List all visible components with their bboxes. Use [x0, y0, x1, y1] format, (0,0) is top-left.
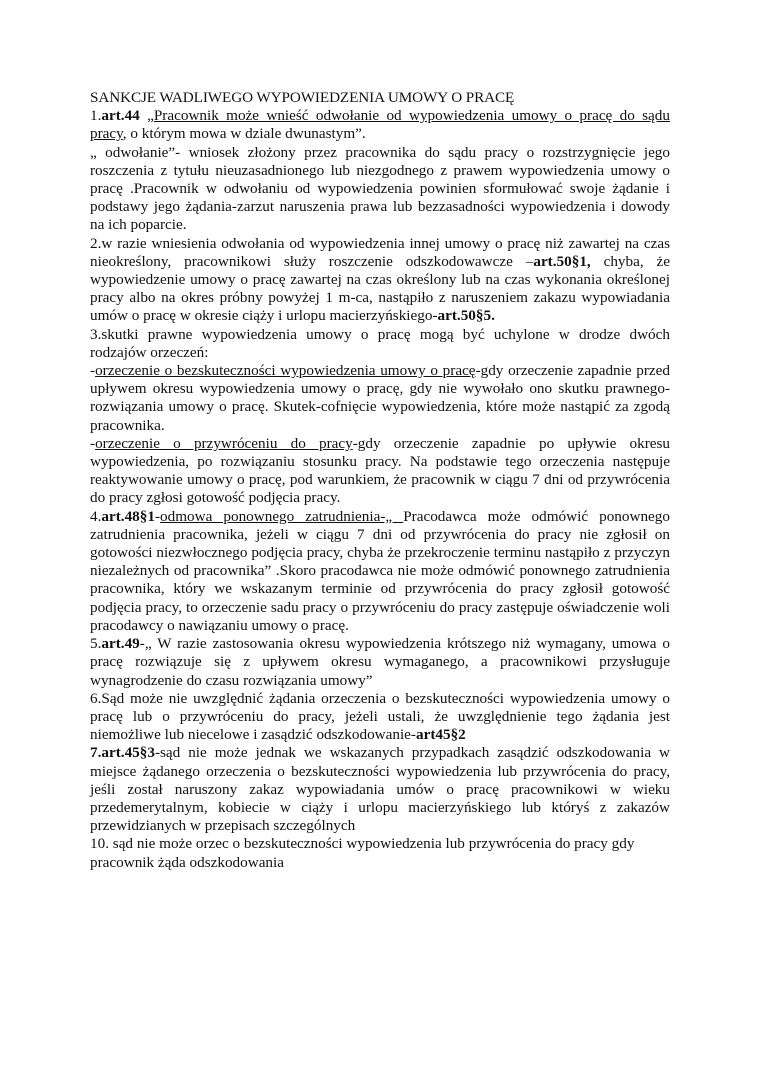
- paragraph-1-number: 1.: [90, 107, 102, 125]
- paragraph-4-text: Pracodawca może odmówić ponownego zatrudnienia pracownika, jeżeli w ciągu 7 dni od przywrócenia do pracy nie zgłosił on gotowości niezwłocznego podjęcia pracy, chyba że przekroczenie terminu nastąpiło z przyczyn niezależnych od pracownika” .Skoro pracodawca nie może odmówić ponownego zatrudnienia pracownika, który we wskazanym terminie od przywrócenia do pracy zgłosił gotowość podjęcia pracy, to orzeczenie sadu pracy o przywróceniu do pracy zastępuje oświadczenie woli pracodawcy o nawiązaniu umowy o pracę.: [90, 507, 670, 634]
- paragraph-7-article: 7.art.45§3: [90, 744, 155, 762]
- document-title: SANKCJE WADLIWEGO WYPOWIEDZENIA UMOWY O PRACĘ: [90, 89, 515, 106]
- paragraph-7: [90, 744, 670, 835]
- paragraph-10: 10. sąd nie może orzec o bezskuteczności wypowiedzenia lub przywrócenia do pracy gdy pracownik żąda odszkodowania: [90, 835, 635, 871]
- paragraph-4-dash: -: [154, 507, 161, 525]
- paragraph-2-article-2: art.50§5.: [437, 307, 495, 325]
- paragraph-3-item-b: [90, 435, 670, 508]
- paragraph-4-number: 4.: [90, 507, 102, 525]
- paragraph-6: [90, 690, 670, 745]
- paragraph-3-item-a: [90, 362, 670, 435]
- paragraph-3b-heading: orzeczenie o przywróceniu do pracy: [95, 434, 353, 452]
- paragraph-3b-dash: -: [90, 434, 96, 452]
- paragraph-3a-text: -gdy orzeczenie zapadnie przed upływem okresu wypowiedzenia umowy o pracę, gdy nie wywołało ono skutku prawnego-rozwiązania umowy o pracę. Skutek-cofnięcie wypowiedzenia, które może nastąpić za zgodą pracownika.: [90, 362, 670, 434]
- paragraph-6-text: 6.Sąd może nie uwzględnić żądania orzeczenia o bezskuteczności wypowiedzenia umowy o pracę lub o przywróceniu do pracy, jeżeli ustali, że uwzględnienie tego żądania jest niemożliwe lub niecelowe i zasądzić odszkodowanie-: [90, 689, 670, 744]
- paragraph-3a-heading: orzeczenie o bezskuteczności wypowiedzenia umowy o pracę: [95, 362, 476, 380]
- paragraph-1-tail: , o którym mowa w dziale dwunastym”.: [122, 125, 366, 143]
- paragraph-1-definition: „ odwołanie”- wniosek złożony przez pracownika do sądu pracy o rozstrzygnięcie jego roszczenia z tytułu nieuzasadnionego lub niezgodnego z prawem wypowiedzenia umowy o pracę .Pracownik w odwołaniu od wypowiedzenia powinien sformułować swoje żądanie i podstawy jego żądania-zarzut naruszenia prawa lub bezzasadności wypowiedzenia i dowody na ich poparcie.: [90, 143, 670, 234]
- paragraph-1-article: art.44: [101, 107, 140, 125]
- paragraph-3b-text: -gdy orzeczenie zapadnie po upływie okresu wypowiedzenia, po rozwiązaniu stosunku pracy. Na podstawie tego orzeczenia następuje reaktywowanie umowy o pracę, pod warunkiem, że pracownik w ciągu 7 dni od przywrócenia do pracy zgłosi gotowość podjęcia pracy.: [90, 434, 670, 507]
- paragraph-4: [90, 508, 670, 635]
- paragraph-2-article-1: art.50§1,: [533, 252, 591, 270]
- paragraph-1: [90, 107, 670, 143]
- paragraph-5: [90, 635, 670, 690]
- paragraph-1-quote: Pracownik może wnieść odwołanie od wypowiedzenia umowy o pracę do sądu pracy: [90, 107, 670, 143]
- document-page: [90, 89, 670, 872]
- paragraph-5-text: -„ W razie zastosowania okresu wypowiedzenia krótszego niż wymagany, umowa o pracę rozwiązuje się z upływem okresu wymaganego, a pracownikowi przysługuje wynagrodzenie do czasu rozwiązania umowy”: [90, 635, 670, 689]
- paragraph-4-article: art.48§1: [101, 507, 155, 525]
- paragraph-2-text-b: chyba, że wypowiedzenie umowy o pracę zawartej na czas określony lub na czas wykonania określonej pracy albo na okres próbny powyżej 1 m-ca, nastąpiło z naruszeniem zakazu wypowiadania umów o pracę w okresie ciąży i urlopu macierzyńskiego-: [90, 252, 670, 325]
- paragraph-3: 3.skutki prawne wypowiedzenia umowy o pracę mogą być uchylone w drodze dwóch rodzajów orzeczeń:: [90, 325, 670, 361]
- paragraph-6-article: art45§2: [415, 726, 466, 744]
- paragraph-2: [90, 235, 670, 326]
- paragraph-3a-dash: -: [90, 362, 96, 380]
- paragraph-5-article: art.49: [101, 635, 140, 653]
- paragraph-2-text-a: 2.w razie wniesienia odwołania od wypowiedzenia innej umowy o pracę niż zawartej na czas nieokreślony, pracownikowi służy roszczenie odszkodowawcze –: [90, 234, 670, 270]
- paragraph-1-quote-open: „: [139, 107, 154, 125]
- paragraph-7-text: -sąd nie może jednak we wskazanych przypadkach zasądzić odszkodowania w miejsce żądanego orzeczenia o bezskuteczności wypowiedzenia lub przywrócenia do pracy, jeśli został naruszony zakaz wypowiadania umów o pracę pracownikowi w wieku przedemerytalnym, kobiecie w ciąży i urlopu macierzyńskiego lub któryś z zakazów przewidzianych w przepisach szczególnych: [90, 744, 670, 835]
- paragraph-5-number: 5.: [90, 635, 102, 653]
- paragraph-4-heading: odmowa ponownego zatrudnienia-„: [160, 507, 404, 525]
